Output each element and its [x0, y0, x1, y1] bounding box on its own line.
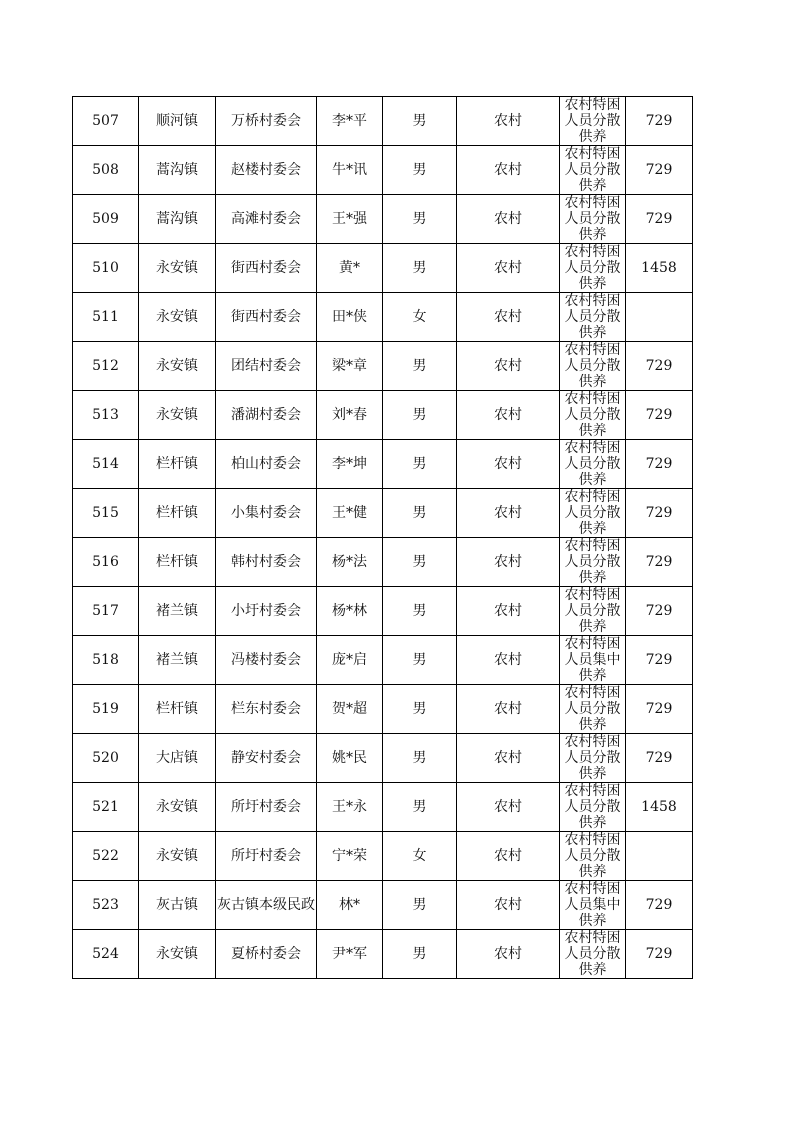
assistance-type-line: 供养 [578, 619, 607, 635]
cell-name: 黄* [317, 244, 383, 293]
assistance-type-line: 农村特困 [564, 930, 621, 946]
cell-town: 灰古镇 [139, 881, 216, 930]
table-row [73, 538, 693, 587]
table-row [73, 832, 693, 881]
cell-village: 赵楼村委会 [216, 146, 317, 195]
assistance-type-line: 供养 [578, 472, 607, 488]
assistance-type-line: 农村特困 [564, 391, 621, 407]
cell-village: 万桥村委会 [216, 97, 317, 146]
cell-gender: 男 [383, 930, 457, 979]
cell-amount: 729 [626, 195, 693, 244]
cell-assistance-type [560, 881, 626, 930]
cell-gender: 男 [383, 587, 457, 636]
cell-name: 王*强 [317, 195, 383, 244]
cell-area: 农村 [457, 930, 560, 979]
cell-gender: 男 [383, 685, 457, 734]
cell-name: 林* [317, 881, 383, 930]
cell-name: 姚*民 [317, 734, 383, 783]
cell-area: 农村 [457, 538, 560, 587]
cell-assistance-type [560, 587, 626, 636]
cell-town: 永安镇 [139, 342, 216, 391]
cell-name: 王*健 [317, 489, 383, 538]
cell-area: 农村 [457, 832, 560, 881]
cell-village: 韩村村委会 [216, 538, 317, 587]
cell-area: 农村 [457, 587, 560, 636]
cell-amount [626, 293, 693, 342]
cell-assistance-type [560, 783, 626, 832]
assistance-type-line: 农村特困 [564, 97, 621, 113]
cell-gender: 男 [383, 734, 457, 783]
cell-assistance-type [560, 440, 626, 489]
cell-number: 508 [73, 146, 139, 195]
assistance-type-line: 人员分散 [564, 162, 621, 178]
assistance-type-line: 农村特困 [564, 195, 621, 211]
cell-town: 永安镇 [139, 293, 216, 342]
cell-village: 团结村委会 [216, 342, 317, 391]
assistance-type-line: 供养 [578, 913, 607, 929]
assistance-type-line: 供养 [578, 766, 607, 782]
cell-name: 庞*启 [317, 636, 383, 685]
cell-assistance-type [560, 538, 626, 587]
assistance-type-line: 人员分散 [564, 113, 621, 129]
assistance-type-line: 人员分散 [564, 603, 621, 619]
table-row [73, 244, 693, 293]
cell-amount: 729 [626, 97, 693, 146]
cell-area: 农村 [457, 391, 560, 440]
cell-assistance-type [560, 489, 626, 538]
cell-village: 静安村委会 [216, 734, 317, 783]
cell-town: 蒿沟镇 [139, 195, 216, 244]
cell-number: 515 [73, 489, 139, 538]
cell-village: 潘湖村委会 [216, 391, 317, 440]
assistance-type-line: 人员分散 [564, 554, 621, 570]
cell-village: 小集村委会 [216, 489, 317, 538]
assistance-type-line: 农村特困 [564, 293, 621, 309]
cell-amount: 729 [626, 538, 693, 587]
cell-village: 所圩村委会 [216, 783, 317, 832]
assistance-type-line: 农村特困 [564, 489, 621, 505]
cell-town: 栏杆镇 [139, 489, 216, 538]
assistance-type-line: 农村特困 [564, 832, 621, 848]
cell-village: 柏山村委会 [216, 440, 317, 489]
assistance-type-line: 供养 [578, 668, 607, 684]
cell-name: 田*侠 [317, 293, 383, 342]
cell-amount: 729 [626, 685, 693, 734]
cell-name: 李*坤 [317, 440, 383, 489]
cell-gender: 男 [383, 342, 457, 391]
cell-gender: 男 [383, 636, 457, 685]
table-row [73, 391, 693, 440]
assistance-type-line: 人员分散 [564, 750, 621, 766]
cell-number: 522 [73, 832, 139, 881]
cell-amount: 729 [626, 881, 693, 930]
cell-assistance-type [560, 930, 626, 979]
cell-number: 517 [73, 587, 139, 636]
cell-gender: 男 [383, 440, 457, 489]
table-row [73, 881, 693, 930]
assistance-type-line: 人员分散 [564, 407, 621, 423]
cell-area: 农村 [457, 685, 560, 734]
assistance-type-line: 人员分散 [564, 260, 621, 276]
table-body [73, 97, 693, 979]
assistance-type-line: 供养 [578, 227, 607, 243]
cell-gender: 男 [383, 391, 457, 440]
cell-area: 农村 [457, 783, 560, 832]
assistance-type-line: 供养 [578, 570, 607, 586]
table-row [73, 440, 693, 489]
cell-assistance-type [560, 342, 626, 391]
assistance-type-line: 农村特困 [564, 538, 621, 554]
assistance-type-line: 农村特困 [564, 587, 621, 603]
assistance-type-line: 供养 [578, 962, 607, 978]
assistance-type-line: 供养 [578, 423, 607, 439]
assistance-type-line: 供养 [578, 276, 607, 292]
cell-number: 512 [73, 342, 139, 391]
assistance-type-line: 供养 [578, 521, 607, 537]
assistance-type-line: 农村特困 [564, 734, 621, 750]
cell-town: 褚兰镇 [139, 636, 216, 685]
cell-town: 永安镇 [139, 391, 216, 440]
assistance-type-line: 人员分散 [564, 358, 621, 374]
cell-name: 宁*荣 [317, 832, 383, 881]
cell-number: 516 [73, 538, 139, 587]
cell-village: 夏桥村委会 [216, 930, 317, 979]
cell-name: 贺*超 [317, 685, 383, 734]
table-row [73, 293, 693, 342]
table-row [73, 930, 693, 979]
assistance-type-line: 人员分散 [564, 848, 621, 864]
cell-amount: 729 [626, 734, 693, 783]
cell-town: 栏杆镇 [139, 685, 216, 734]
cell-area: 农村 [457, 97, 560, 146]
assistance-type-line: 供养 [578, 815, 607, 831]
table-row [73, 783, 693, 832]
table-row [73, 685, 693, 734]
cell-number: 514 [73, 440, 139, 489]
assistance-type-line: 人员分散 [564, 211, 621, 227]
assistance-type-line: 供养 [578, 178, 607, 194]
cell-amount: 729 [626, 342, 693, 391]
cell-village: 栏东村委会 [216, 685, 317, 734]
cell-gender: 女 [383, 293, 457, 342]
cell-assistance-type [560, 734, 626, 783]
cell-area: 农村 [457, 636, 560, 685]
cell-name: 牛*讯 [317, 146, 383, 195]
assistance-type-line: 人员集中 [564, 897, 621, 913]
cell-name: 王*永 [317, 783, 383, 832]
cell-gender: 男 [383, 881, 457, 930]
cell-number: 521 [73, 783, 139, 832]
cell-number: 518 [73, 636, 139, 685]
cell-amount: 729 [626, 489, 693, 538]
cell-town: 永安镇 [139, 244, 216, 293]
cell-gender: 男 [383, 146, 457, 195]
cell-amount: 729 [626, 587, 693, 636]
cell-amount: 729 [626, 930, 693, 979]
assistance-type-line: 农村特困 [564, 244, 621, 260]
cell-town: 永安镇 [139, 930, 216, 979]
cell-assistance-type [560, 293, 626, 342]
cell-name: 李*平 [317, 97, 383, 146]
assistance-type-line: 供养 [578, 717, 607, 733]
cell-town: 永安镇 [139, 832, 216, 881]
assistance-type-line: 农村特困 [564, 636, 621, 652]
assistance-type-line: 农村特困 [564, 440, 621, 456]
table-row [73, 587, 693, 636]
cell-assistance-type [560, 636, 626, 685]
table-row [73, 342, 693, 391]
cell-town: 大店镇 [139, 734, 216, 783]
cell-village: 小圩村委会 [216, 587, 317, 636]
cell-area: 农村 [457, 244, 560, 293]
cell-number: 519 [73, 685, 139, 734]
assistance-type-line: 人员集中 [564, 652, 621, 668]
cell-number: 509 [73, 195, 139, 244]
table-row [73, 636, 693, 685]
assistance-type-line: 供养 [578, 374, 607, 390]
cell-assistance-type [560, 244, 626, 293]
assistance-type-line: 人员分散 [564, 701, 621, 717]
cell-gender: 男 [383, 244, 457, 293]
table-row [73, 97, 693, 146]
cell-area: 农村 [457, 734, 560, 783]
cell-village: 街西村委会 [216, 244, 317, 293]
cell-gender: 女 [383, 832, 457, 881]
cell-village: 所圩村委会 [216, 832, 317, 881]
cell-gender: 男 [383, 195, 457, 244]
relief-table [72, 96, 693, 979]
assistance-type-line: 农村特困 [564, 783, 621, 799]
cell-area: 农村 [457, 440, 560, 489]
cell-amount: 729 [626, 636, 693, 685]
cell-number: 523 [73, 881, 139, 930]
cell-name: 刘*春 [317, 391, 383, 440]
assistance-type-line: 供养 [578, 864, 607, 880]
cell-number: 524 [73, 930, 139, 979]
cell-number: 513 [73, 391, 139, 440]
cell-name: 梁*章 [317, 342, 383, 391]
assistance-type-line: 人员分散 [564, 309, 621, 325]
cell-area: 农村 [457, 489, 560, 538]
cell-amount [626, 832, 693, 881]
cell-number: 507 [73, 97, 139, 146]
cell-area: 农村 [457, 195, 560, 244]
cell-town: 蒿沟镇 [139, 146, 216, 195]
cell-area: 农村 [457, 146, 560, 195]
cell-town: 栏杆镇 [139, 440, 216, 489]
table-row [73, 146, 693, 195]
cell-assistance-type [560, 146, 626, 195]
cell-name: 杨*林 [317, 587, 383, 636]
assistance-type-line: 农村特困 [564, 342, 621, 358]
assistance-type-line: 农村特困 [564, 685, 621, 701]
cell-village: 街西村委会 [216, 293, 317, 342]
cell-town: 栏杆镇 [139, 538, 216, 587]
cell-amount: 729 [626, 440, 693, 489]
cell-assistance-type [560, 391, 626, 440]
cell-name: 杨*法 [317, 538, 383, 587]
cell-number: 510 [73, 244, 139, 293]
cell-gender: 男 [383, 489, 457, 538]
assistance-type-line: 农村特困 [564, 881, 621, 897]
table-row [73, 489, 693, 538]
assistance-type-line: 农村特困 [564, 146, 621, 162]
cell-gender: 男 [383, 538, 457, 587]
cell-town: 永安镇 [139, 783, 216, 832]
cell-gender: 男 [383, 783, 457, 832]
cell-name: 尹*军 [317, 930, 383, 979]
cell-assistance-type [560, 685, 626, 734]
cell-number: 511 [73, 293, 139, 342]
cell-town: 顺河镇 [139, 97, 216, 146]
table-row [73, 195, 693, 244]
assistance-type-line: 人员分散 [564, 946, 621, 962]
cell-amount: 1458 [626, 783, 693, 832]
cell-amount: 729 [626, 391, 693, 440]
cell-town: 褚兰镇 [139, 587, 216, 636]
cell-village: 高滩村委会 [216, 195, 317, 244]
cell-amount: 729 [626, 146, 693, 195]
cell-assistance-type [560, 195, 626, 244]
assistance-type-line: 供养 [578, 325, 607, 341]
cell-area: 农村 [457, 881, 560, 930]
assistance-type-line: 人员分散 [564, 799, 621, 815]
cell-assistance-type [560, 97, 626, 146]
cell-village: 冯楼村委会 [216, 636, 317, 685]
cell-area: 农村 [457, 342, 560, 391]
cell-area: 农村 [457, 293, 560, 342]
cell-amount: 1458 [626, 244, 693, 293]
assistance-type-line: 人员分散 [564, 456, 621, 472]
cell-gender: 男 [383, 97, 457, 146]
cell-village: 灰古镇本级民政 [216, 881, 317, 930]
cell-assistance-type [560, 832, 626, 881]
cell-number: 520 [73, 734, 139, 783]
assistance-type-line: 供养 [578, 129, 607, 145]
assistance-type-line: 人员分散 [564, 505, 621, 521]
table-row [73, 734, 693, 783]
